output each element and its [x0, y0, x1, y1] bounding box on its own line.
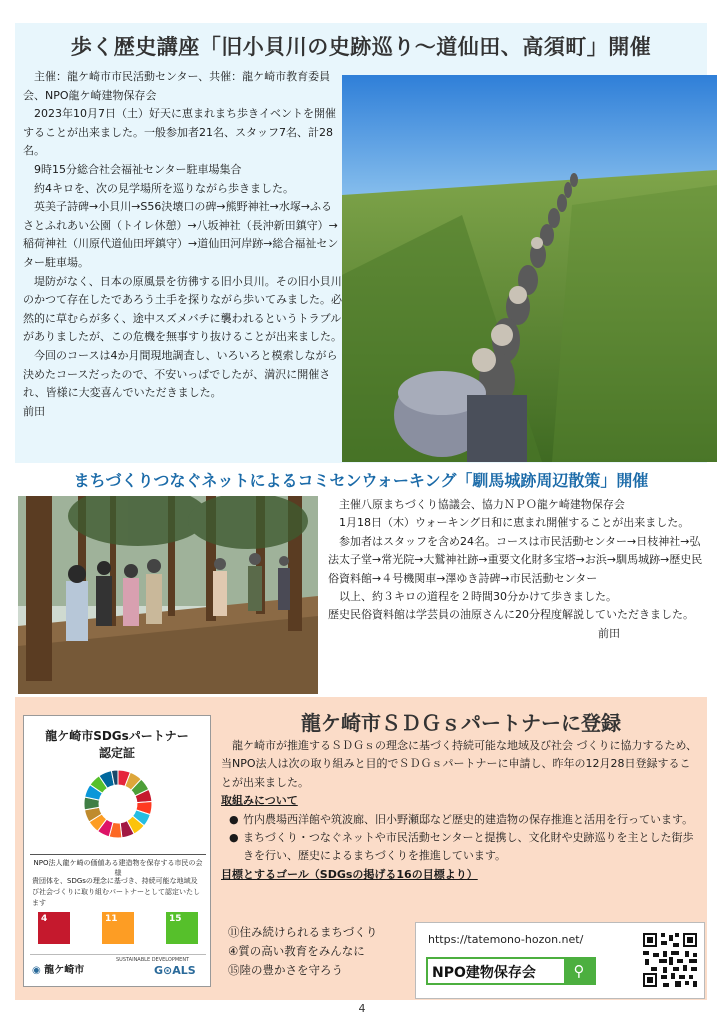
bullet-icon: ● — [229, 812, 239, 826]
embankment-walk-photo — [342, 75, 717, 462]
goal-item: ④質の高い教育をみんなに — [228, 944, 365, 958]
certificate-title-line: 認定証 — [98, 746, 135, 760]
goal-number: 15 — [169, 914, 182, 924]
paragraph: 歴史民俗資料館は学芸員の油原さんに20分程度解説していただきました。 — [328, 608, 694, 622]
author: 前田 — [598, 626, 620, 640]
community-walk-body — [328, 496, 706, 643]
paragraph: 主催：龍ケ崎市市民活動センター、共催：龍ケ崎市教育委員会、NPO龍ケ崎建物保存会 — [23, 70, 331, 102]
certificate-title — [24, 728, 210, 762]
city-name: 龍ケ崎市 — [44, 965, 85, 976]
sdgs-section — [15, 697, 707, 1000]
community-walk-title: まちづくりつなぐネットによるコミセンウォーキング「馴馬城跡周辺散策」開催 — [73, 471, 649, 490]
goal-number: 4 — [41, 914, 48, 924]
forest-walk-photo — [18, 496, 318, 694]
list-item — [221, 811, 701, 829]
sdgs-wheel-icon — [82, 768, 154, 840]
paragraph: 堤防がなく、日本の原風景を彷彿する旧小貝川。その旧小貝川のかつて存在したであろう土手を探りながら歩いてみました。必然的に草むらが多く、途中スズメバチに襲われるというトラブルがありましたが、この危機を無事すり抜けることが出来ました。 — [23, 274, 342, 344]
goal-11-icon — [102, 912, 134, 944]
history-walk-section — [15, 23, 707, 463]
sdg-goals-logo: G⊙ALS — [154, 964, 196, 977]
paragraph: 今回のコースは4か月間現地調査し、いろいろと模索しながら決めたコースだったので、不安いっぱでしたが、満沢に開催され、皆様に大変喜んでいただきました。 — [23, 348, 338, 400]
website-url[interactable]: https://tatemono-hozon.net/ — [428, 933, 584, 946]
search-icon[interactable]: ⚲ — [564, 959, 594, 983]
goal-number: 11 — [105, 914, 118, 924]
certificate-org: NPO法人龍ケ崎の価値ある建造物を保存する市民の会 様 — [30, 854, 206, 878]
goals-list — [228, 923, 377, 980]
history-walk-title: 歩く歴史講座「旧小貝川の史跡巡り～道仙田、高須町」開催 — [70, 35, 652, 59]
paragraph: 以上、約３キロの道程を２時間30分かけて歩きました。 — [328, 590, 617, 604]
certificate-divider — [30, 954, 206, 955]
city-logo — [32, 961, 84, 976]
bullet-icon: ● — [229, 831, 239, 845]
sdgs-certificate — [23, 715, 211, 987]
history-walk-body — [23, 68, 343, 421]
sdgs-body — [221, 737, 701, 884]
paragraph: 1月18日（木）ウォーキング日和に恵まれ開催することが出来ました。 — [328, 516, 690, 530]
goal-15-icon — [166, 912, 198, 944]
goal-item: ⑪住み続けられるまちづくり — [228, 925, 378, 939]
search-box[interactable] — [426, 957, 596, 985]
certificate-title-line: 龍ケ崎市SDGsパートナー — [45, 729, 189, 743]
list-item-text: 竹内農場西洋館や筑波廊、旧小野瀬邸など歴史的建造物の保存推進と活用を行っています。 — [243, 812, 694, 826]
city-emblem-icon: ◉ — [32, 965, 41, 976]
goal-item: ⑮陸の豊かさを守ろう — [228, 963, 343, 977]
paragraph: 約4キロを、次の見学場所を巡りながら歩きました。 — [23, 181, 294, 195]
qr-code-icon[interactable] — [641, 931, 699, 989]
website-box — [415, 922, 705, 999]
efforts-heading: 取組みについて — [221, 794, 298, 808]
paragraph: 9時15分総合社会福祉センター駐車場集合 — [23, 162, 242, 176]
goals-heading: 目標とするゴール（SDGsの掲げる16の目標より） — [221, 867, 478, 881]
paragraph: 龍ケ崎市が推進するＳＤＧｓの理念に基づく持続可能な地域及び社会 づくりに協力するため、当NPO法人は次の取り組みと目的でＳＤＧｓパートナーに申請し、昨年の12月28日登録することが出来ました。 — [221, 739, 698, 789]
sdgs-title: 龍ケ崎市ＳＤＧｓパートナーに登録 — [301, 711, 621, 735]
paragraph: 英美子詩碑→小貝川→S56決壊口の碑→熊野神社→水塚→ふるさとふれあい公園（トイレ休憩）→八坂神社（長沖新田鎮守）→稲荷神社（川原代道仙田坪鎮守）→道仙田河岸跡→総合福祉センター駐車場。 — [23, 200, 339, 269]
paragraph: 2023年10月7日（土）好天に恵まれまち歩きイベントを開催することが出来ました。一般参加者21名、スタッフ7名、計28名。 — [23, 107, 336, 158]
certificate-body: 貴団体を、SDGsの理念に基づき、持続可能な地域及び社会づくりに取り組むパートナーとして認定いたします — [32, 877, 200, 907]
list-item-text: まちづくり・つなぐネットや市民活動センターと提携し、文化財や史跡巡りを主とした街歩きを行い、歴史によるまちづくりを推進しています。 — [243, 831, 694, 863]
list-item — [221, 829, 701, 866]
paragraph: 参加者はスタッフを含め24名。コースは市民活動センター→日枝神社→弘法太子堂→常光院→大鷲神社跡→重要文化財多宝塔→お浜→馴馬城跡→歴史民俗資料館→４号機関車→澤ゆき詩碑→市民活動センター — [328, 534, 703, 585]
search-box-label: NPO建物保存会 — [432, 965, 536, 981]
goal-4-icon — [38, 912, 70, 944]
page-number: 4 — [358, 1002, 366, 1015]
paragraph: 主催八原まちづくり協議会、協力ＮＰＯ龍ケ崎建物保存会 — [328, 498, 625, 511]
sdg-logo-text: SUSTAINABLE DEVELOPMENT — [116, 957, 190, 963]
author: 前田 — [23, 404, 45, 418]
